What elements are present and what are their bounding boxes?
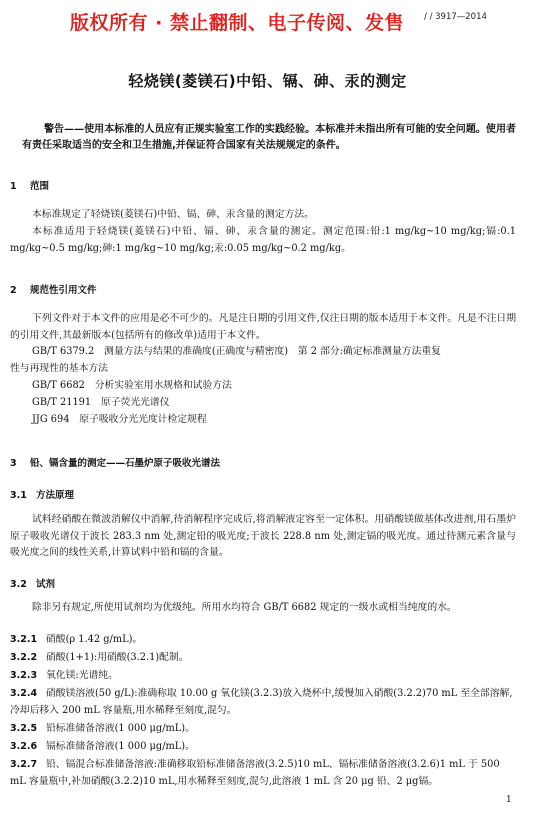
reagent-item	[10, 739, 516, 756]
scope-paragraph-1: 本标准规定了轻烧镁(菱镁石)中铅、镉、砷、汞含量的测定方法。	[32, 209, 314, 220]
reagent-item	[10, 721, 516, 738]
method-principle-paragraph: 试料经硝酸在微波消解仪中消解,待消解程序完成后,将消解液定容至一定体积。用硝酸镁做基体改进剂,用石墨炉原子吸收光谱仪于波长 283.3 nm 处,测定铅的吸光度;于波长 228.8 nm 处,测定镉的吸光度。通过待测元素含量与吸光度之间的线性关系,计算试料中铅和镉的含量。	[10, 514, 516, 558]
page-number: 1	[506, 795, 512, 805]
section-2-heading	[10, 282, 97, 296]
references-intro: 下列文件对于本文件的应用是必不可少的。凡是注日期的引用文件,仅注日期的版本适用于本文件。凡是不注日期的引用文件,其最新版本(包括所有的修改单)适用于本文件。	[10, 313, 516, 341]
item-text: 铅、镉混合标准储备溶液:准确移取铅标准储备溶液(3.2.5)10 mL、镉标准储备溶液(3.2.6)1 mL 于 500 mL 容量瓶中,补加硝酸(3.2.2)10 mL,用水稀释至刻度,混匀,此溶液 1 mL 含 20 μg 铅、2 μg镉。	[10, 759, 500, 787]
reference-item-continued: 性与再现性的基本方法	[10, 363, 108, 374]
scope-paragraph-2: 本标准适用于轻烧镁(菱镁石)中铅、镉、砷、汞含量的测定。测定范围:铅:1 mg/kg~10 mg/kg;镉:0.1 mg/kg~0.5 mg/kg;砷:1 mg/kg~10 mg/kg;汞:0.05 mg/kg~0.2 mg/kg。	[10, 226, 516, 254]
item-text: 硝酸(ρ 1.42 g/mL)。	[46, 634, 143, 645]
item-number: 3.2.7	[10, 759, 38, 770]
standard-number: / / 3917—2014	[424, 12, 487, 22]
subsection-3-2-heading	[10, 576, 55, 590]
item-text: 硝酸镁溶液(50 g/L):准确称取 10.00 g 氧化镁(3.2.3)放入烧杯中,缓慢加入硝酸(3.2.2)70 mL 至全部溶解,冷却后移入 200 mL 容量瓶,用水稀释至刻度,混匀。	[10, 688, 513, 716]
item-number: 3.2.1	[10, 634, 38, 645]
item-text: 硝酸(1+1):用硝酸(3.2.1)配制。	[46, 652, 189, 663]
item-number: 3.2.6	[10, 741, 38, 752]
item-number: 3.2.5	[10, 723, 38, 734]
section-title: 铅、镉含量的测定——石墨炉原子吸收光谱法	[30, 458, 221, 469]
item-text: 铅标准储备溶液(1 000 μg/mL)。	[46, 723, 195, 734]
reference-item: GB/T 6379.2 测量方法与结果的准确度(正确度与精密度) 第 2 部分:确定标准测量方法重复	[32, 346, 441, 357]
reference-item: JJG 694 原子吸收分光光度计检定规程	[32, 414, 207, 425]
item-number: 3.2.3	[10, 670, 38, 681]
warning-paragraph: 警告——使用本标准的人员应有正规实验室工作的实践经验。本标准并未指出所有可能的安全问题。使用者有责任采取适当的安全和卫生措施,并保证符合国家有关法规规定的条件。	[22, 124, 516, 151]
item-text: 镉标准储备溶液(1 000 μg/mL)。	[46, 741, 195, 752]
subsection-title: 方法原理	[36, 490, 75, 501]
reagents-intro: 除非另有规定,所使用试剂均为优级纯。所用水均符合 GB/T 6682 规定的一级水或相当纯度的水。	[32, 602, 457, 613]
section-number: 2	[10, 285, 17, 296]
reference-item: GB/T 6682 分析实验室用水规格和试验方法	[32, 380, 232, 391]
reagent-item	[10, 650, 516, 667]
item-text: 氧化镁:光谱纯。	[46, 670, 118, 681]
section-number: 3	[10, 458, 17, 469]
subsection-number: 3.2	[10, 579, 27, 590]
section-1-heading	[10, 178, 49, 192]
reference-item: GB/T 21191 原子荧光光谱仪	[32, 397, 170, 408]
reagent-item	[10, 632, 516, 649]
subsection-title: 试剂	[36, 579, 56, 590]
subsection-number: 3.1	[10, 490, 27, 501]
reagent-item	[10, 668, 516, 685]
item-number: 3.2.4	[10, 688, 38, 699]
item-number: 3.2.2	[10, 652, 38, 663]
subsection-3-1-heading	[10, 487, 74, 501]
section-number: 1	[10, 181, 17, 192]
section-title: 规范性引用文件	[30, 285, 97, 296]
reagent-item	[10, 757, 516, 790]
section-3-heading	[10, 455, 220, 469]
document-title: 轻烧镁(菱镁石)中铅、镉、砷、汞的测定	[128, 72, 407, 90]
section-title: 范围	[30, 181, 50, 192]
copyright-watermark: 版权所有 · 禁止翻制、电子传阅、发售	[70, 12, 404, 34]
reagent-item	[10, 686, 516, 719]
